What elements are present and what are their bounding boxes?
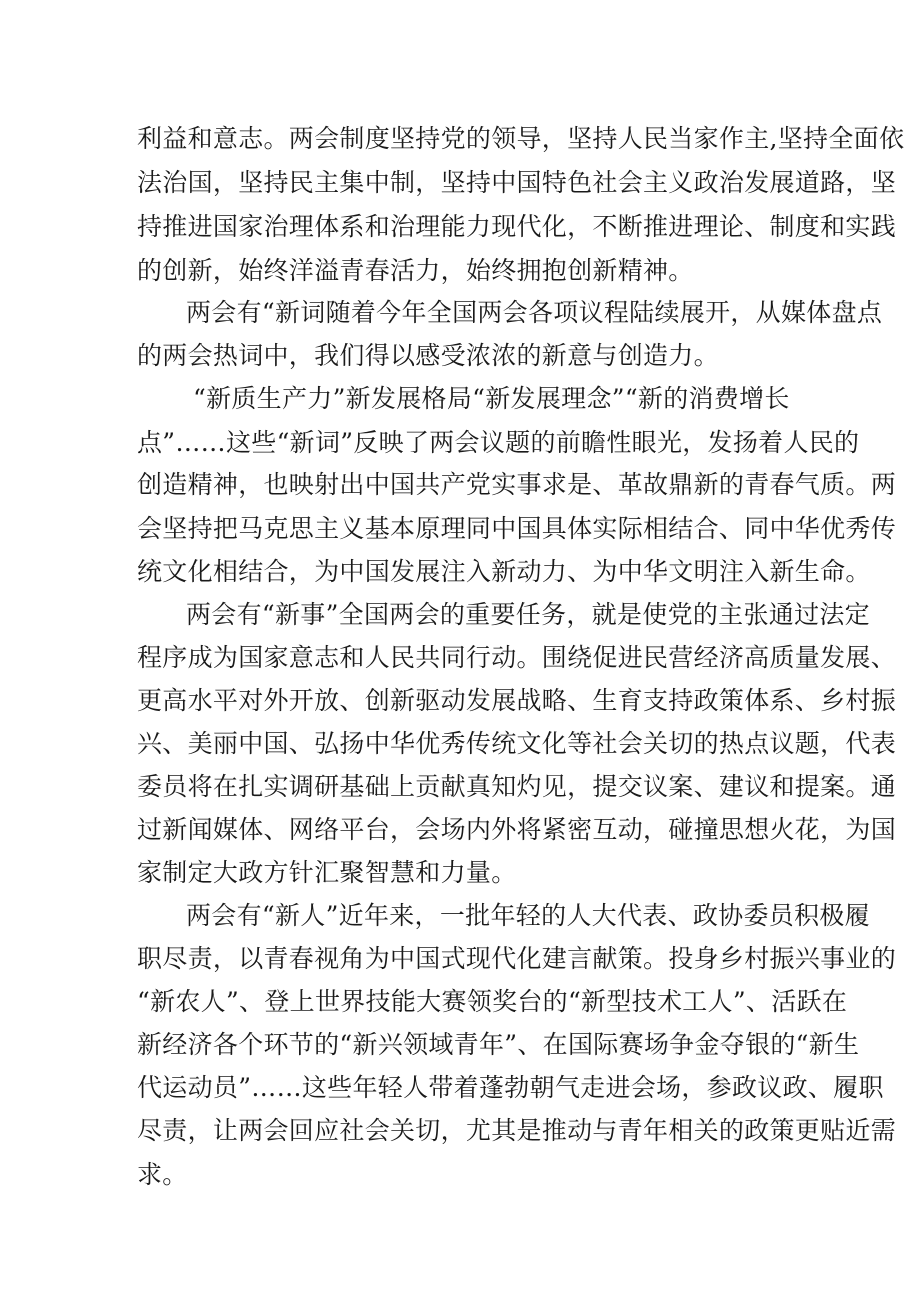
text-line: 的创新，始终洋溢青春活力，始终拥抱创新精神。	[137, 256, 694, 285]
text-line: 创造精神，也映射出中国共产党实事求是、革故鼎新的青春气质。两	[137, 470, 897, 499]
text-line: 两会有“新人”近年来，一批年轻的人大代表、政协委员积极履	[186, 901, 870, 930]
text-line: 持推进国家治理体系和治理能力现代化，不断推进理论、制度和实践	[137, 212, 897, 241]
text-line: 代运动员”……这些年轻人带着蓬勃朝气走进会场，参政议政、履职	[137, 1073, 884, 1102]
text-line: 利益和意志。两会制度坚持党的领导，坚持人民当家作主,坚持全面依	[137, 124, 905, 153]
text-line: 求。	[137, 1160, 188, 1189]
text-line: 两会有“新事”全国两会的重要任务，就是使党的主张通过法定	[186, 600, 870, 629]
text-line: 法治国，坚持民主集中制，坚持中国特色社会主义政治发展道路，坚	[137, 168, 897, 197]
text-line: 点”……这些“新词”反映了两会议题的前瞻性眼光，发扬着人民的	[137, 428, 860, 457]
text-line: 程序成为国家意志和人民共同行动。围绕促进民营经济高质量发展、	[137, 643, 897, 672]
text-line: 两会有“新词随着今年全国两会各项议程陆续展开，从媒体盘点	[186, 298, 883, 327]
text-line: 的两会热词中，我们得以感受浓浓的新意与创造力。	[137, 341, 719, 370]
text-line: 家制定大政方针汇聚智慧和力量。	[137, 858, 517, 887]
text-line: 职尽责，以青春视角为中国式现代化建言献策。投身乡村振兴事业的	[137, 944, 897, 973]
text-line: 过新闻媒体、网络平台，会场内外将紧密互动，碰撞思想火花，为国	[137, 815, 897, 844]
text-line: 委员将在扎实调研基础上贡献真知灼见，提交议案、建议和提案。通	[137, 772, 897, 801]
text-line: 尽责，让两会回应社会关切，尤其是推动与青年相关的政策更贴近需	[137, 1116, 897, 1145]
text-line: 更高水平对外开放、创新驱动发展战略、生育支持政策体系、乡村振	[137, 686, 897, 715]
text-line: 兴、美丽中国、弘扬中华优秀传统文化等社会关切的热点议题，代表	[137, 729, 897, 758]
text-line: 会坚持把马克思主义基本原理同中国具体实际相结合、同中华优秀传	[137, 514, 897, 543]
text-line: “新质生产力”新发展格局“新发展理念”“新的消费增长	[193, 384, 790, 413]
text-line: 统文化相结合，为中国发展注入新动力、为中华文明注入新生命。	[137, 557, 871, 586]
text-line: 新经济各个环节的“新兴领域青年”、在国际赛场争金夺银的“新生	[137, 1030, 860, 1059]
text-line: “新农人”、登上世界技能大赛领奖台的“新型技术工人”、活跃在	[137, 987, 848, 1016]
